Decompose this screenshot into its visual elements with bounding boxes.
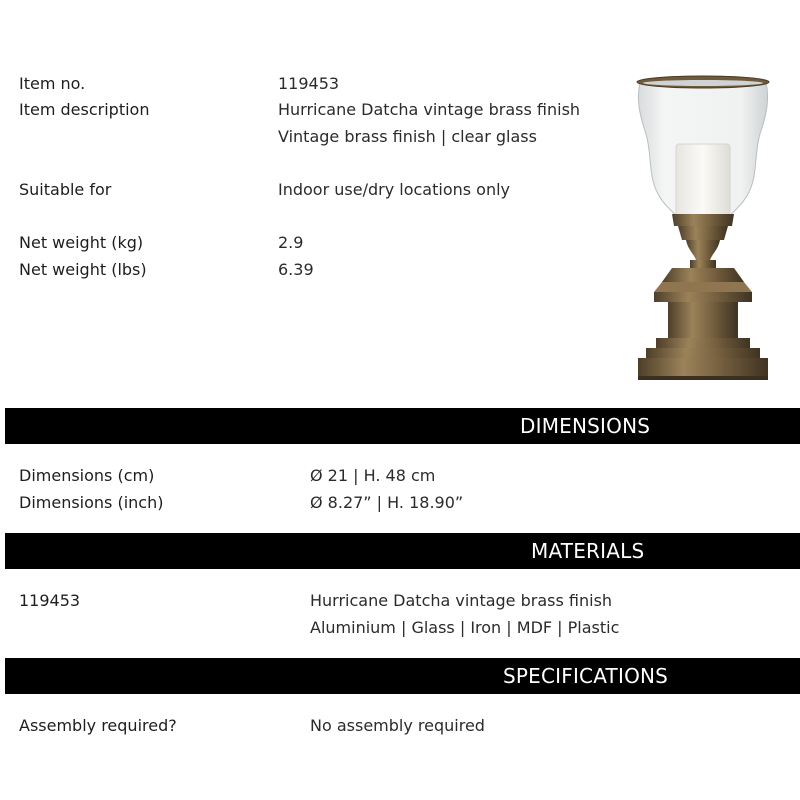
suitable-for-label: Suitable for [19,180,112,199]
materials-line1: Hurricane Datcha vintage brass finish [310,591,613,610]
dimensions-header-label: DIMENSIONS [520,414,651,438]
materials-item-no: 119453 [19,591,81,610]
pedestal-cap-top [654,282,752,292]
net-weight-lbs-label: Net weight (lbs) [19,260,147,279]
materials-header-label: MATERIALS [531,539,645,563]
base-step-3 [638,358,768,378]
base-step-2 [646,348,760,358]
materials-line2: Aluminium | Glass | Iron | MDF | Plastic [310,618,620,637]
item-no-label: Item no. [19,74,86,93]
base-shadow [638,376,768,380]
cup-collar [678,226,728,240]
assembly-label: Assembly required? [19,716,177,735]
item-description-line2: Vintage brass finish | clear glass [278,127,537,146]
pedestal-cap-edge [654,292,752,302]
item-no-value: 119453 [278,74,340,93]
suitable-for-value: Indoor use/dry locations only [278,180,511,199]
net-weight-kg-value: 2.9 [278,233,304,252]
dimensions-inch-label: Dimensions (inch) [19,493,164,512]
dimensions-header [5,408,800,444]
candle [676,144,730,216]
materials-header [5,533,800,569]
assembly-value: No assembly required [310,716,485,735]
candle-cup [672,214,734,226]
rim-opening [643,80,763,86]
stem-ring [690,260,716,268]
dimensions-cm-label: Dimensions (cm) [19,466,155,485]
specifications-header-label: SPECIFICATIONS [503,664,669,688]
product-image [628,70,778,384]
base-step-1 [656,338,750,348]
net-weight-lbs-value: 6.39 [278,260,314,279]
item-description-label: Item description [19,100,150,119]
dimensions-cm-value: Ø 21 | H. 48 cm [310,466,436,485]
dimensions-inch-value: Ø 8.27” | H. 18.90” [310,493,464,512]
pedestal-column [668,302,738,338]
item-description-line1: Hurricane Datcha vintage brass finish [278,100,581,119]
specifications-header [5,658,800,694]
net-weight-kg-label: Net weight (kg) [19,233,144,252]
pedestal-cap [662,268,744,282]
stem [686,240,720,260]
